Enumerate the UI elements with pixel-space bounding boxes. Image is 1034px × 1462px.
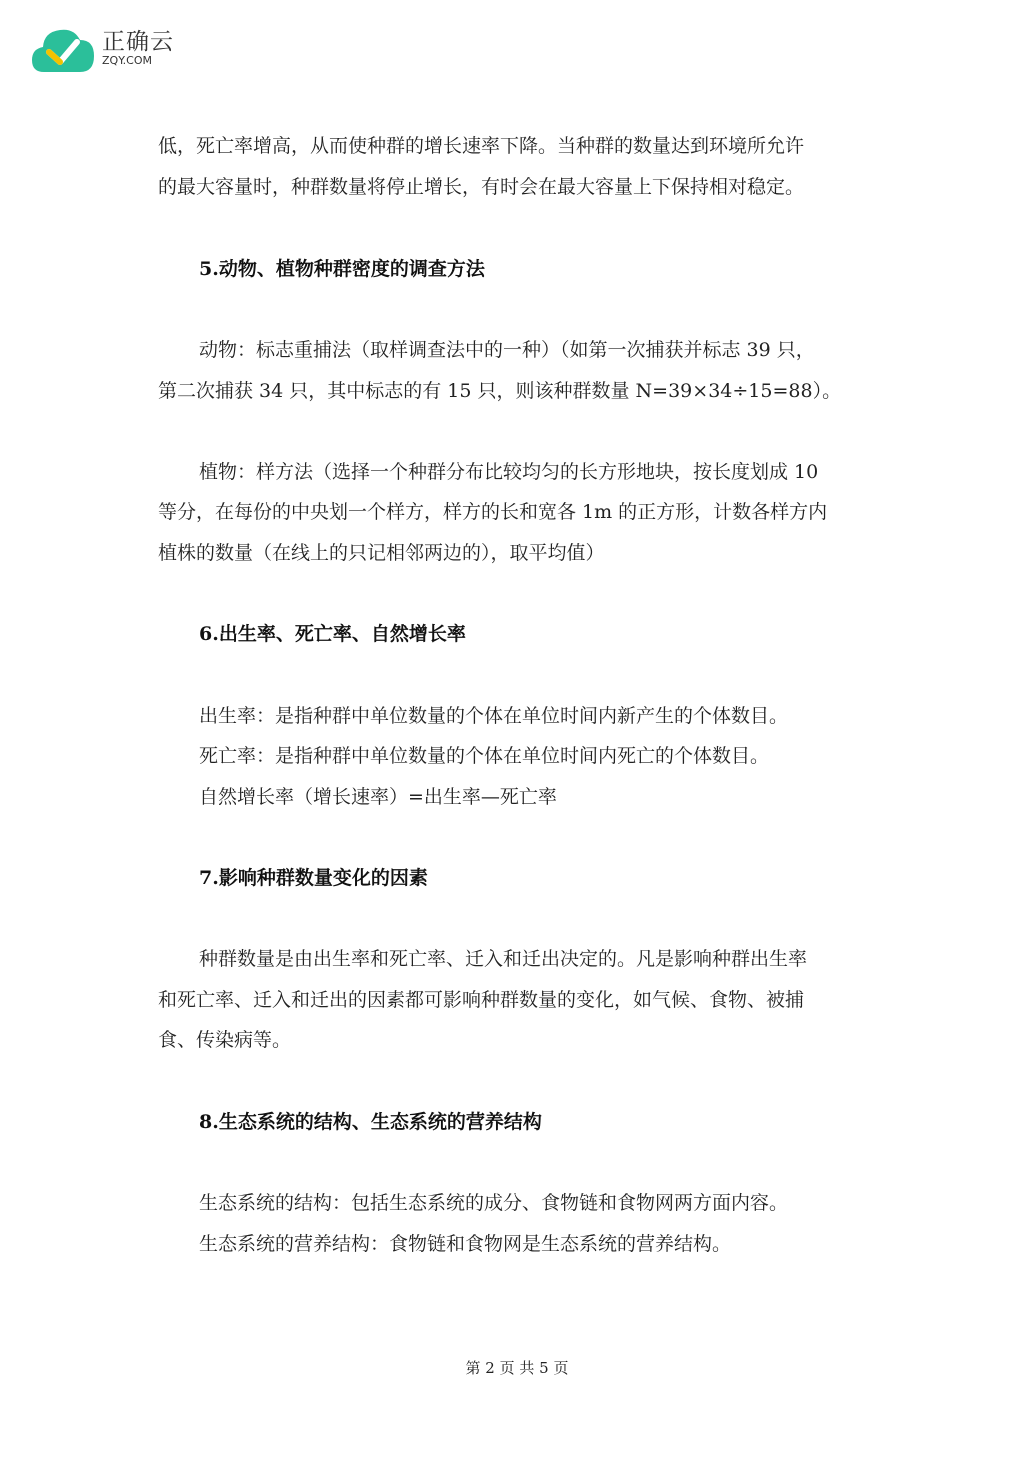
paragraph-line: 自然增长率（增长速率）=出生率—死亡率 [199, 786, 557, 808]
paragraph-line: 出生率：是指种群中单位数量的个体在单位时间内新产生的个体数目。 [199, 705, 789, 727]
section-heading-6: 6.出生率、死亡率、自然增长率 [199, 623, 466, 645]
brand-logo [30, 22, 174, 74]
page-number: 第 2 页 共 5 页 [465, 1359, 569, 1377]
paragraph-line: 生态系统的结构：包括生态系统的成分、食物链和食物网两方面内容。 [199, 1192, 789, 1214]
cloud-check-icon [30, 22, 96, 74]
paragraph-line: 植株的数量（在线上的只记相邻两边的），取平均值） [158, 542, 605, 564]
paragraph-line: 动物：标志重捕法（取样调查法中的一种）（如第一次捕获并标志 39 只， [199, 339, 815, 361]
paragraph-line: 低，死亡率增高，从而使种群的增长速率下降。当种群的数量达到环境所允许 [158, 135, 805, 157]
logo-domain: ZQY.COM [102, 54, 153, 67]
section-heading-8: 8.生态系统的结构、生态系统的营养结构 [199, 1111, 542, 1133]
section-heading-5: 5.动物、植物种群密度的调查方法 [199, 258, 485, 280]
paragraph-line: 和死亡率、迁入和迁出的因素都可影响种群数量的变化，如气候、食物、被捕 [158, 989, 805, 1011]
paragraph-line: 死亡率：是指种群中单位数量的个体在单位时间内死亡的个体数目。 [199, 745, 770, 767]
section-heading-7: 7.影响种群数量变化的因素 [199, 867, 428, 889]
logo-chinese-name: 正确云 [102, 29, 174, 55]
paragraph-line: 生态系统的营养结构：食物链和食物网是生态系统的营养结构。 [199, 1233, 732, 1255]
paragraph-line: 的最大容量时，种群数量将停止增长，有时会在最大容量上下保持相对稳定。 [158, 176, 805, 198]
paragraph-line: 种群数量是由出生率和死亡率、迁入和迁出决定的。凡是影响种群出生率 [199, 948, 808, 970]
paragraph-line: 等分，在每份的中央划一个样方，样方的长和宽各 1m 的正方形，计数各样方内 [158, 501, 828, 523]
paragraph-line: 食、传染病等。 [158, 1029, 292, 1051]
paragraph-line: 第二次捕获 34 只，其中标志的有 15 只，则该种群数量 N=39×34÷15=88）。 [158, 380, 842, 402]
paragraph-line: 植物：样方法（选择一个种群分布比较均匀的长方形地块，按长度划成 10 [199, 461, 819, 483]
